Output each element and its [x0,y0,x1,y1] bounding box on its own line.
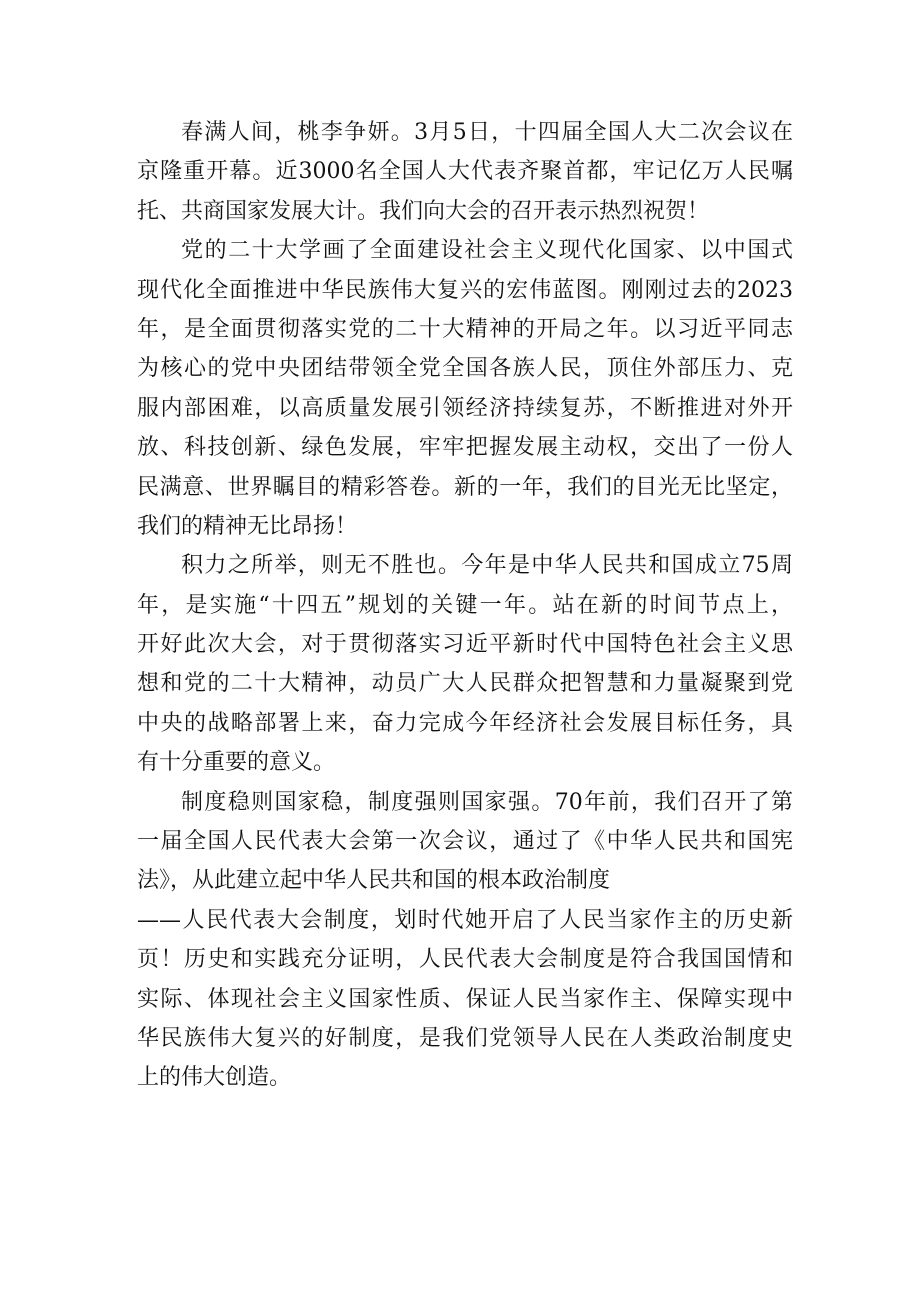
text-line: 春满人间，桃李争妍。3月5日，十四届全国人大二次会议在 [181,120,793,145]
text-line: 想和党的二十大精神，动员广大人民群众把智慧和力量凝聚到党 [137,671,793,697]
text-line: 党的二十大学画了全面建设社会主义现代化国家、以中国式 [181,238,793,264]
paragraph-2 [137,231,793,546]
text-line: 实际、体现社会主义国家性质、保证人民当家作主、保障实现中 [137,986,793,1012]
text-line: 制度稳则国家稳，制度强则国家强。70年前，我们召开了第 [181,789,793,815]
text-line: 一届全国人民代表大会第一次会议，通过了《中华人民共和国宪 [137,829,793,855]
text-line: 服内部困难，以高质量发展引领经济持续复苏，不断推进对外开 [137,395,793,421]
text-line: 华民族伟大复兴的好制度，是我们党领导人民在人类政治制度史 [137,1025,793,1051]
text-line: 中央的战略部署上来，奋力完成今年经济社会发展目标任务，具 [137,710,793,736]
paragraph-4 [137,783,793,1098]
text-line: 年，是全面贯彻落实党的二十大精神的开局之年。以习近平同志 [137,316,793,342]
text-line: 开好此次大会，对于贯彻落实习近平新时代中国特色社会主义思 [137,632,793,658]
paragraph-3 [137,546,793,782]
text-line: 京隆重开幕。近3000名全国人大代表齐聚首都，牢记亿万人民嘱 [137,159,793,185]
text-line: 托、共商国家发展大计。我们向大会的召开表示热烈祝贺！ [137,198,710,224]
text-line: 有十分重要的意义。 [137,750,336,776]
text-line: 法》，从此建立起中华人民共和国的根本政治制度 [137,868,611,894]
text-line: 上的伟大创造。 [137,1065,292,1091]
text-line: 我们的精神无比昂扬！ [137,513,358,539]
paragraph-1 [137,113,793,231]
text-line: 为核心的党中央团结带领全党全国各族人民，顶住外部压力、克 [137,356,793,382]
text-line: 民满意、世界瞩目的精彩答卷。新的一年，我们的目光无比坚定， [137,474,793,500]
text-line: ——人民代表大会制度，划时代她开启了人民当家作主的历史新 [137,907,793,933]
text-line: 年，是实施“十四五”规划的关键一年。站在新的时间节点上， [137,592,793,618]
text-line: 放、科技创新、绿色发展，牢牢把握发展主动权，交出了一份人 [137,435,793,461]
text-line: 积力之所举，则无不胜也。今年是中华人民共和国成立75周 [181,553,793,579]
text-line: 页！历史和实践充分证明，人民代表大会制度是符合我国国情和 [137,947,793,973]
text-line: 现代化全面推进中华民族伟大复兴的宏伟蓝图。刚刚过去的2023 [137,277,793,303]
document-body [137,113,793,1098]
